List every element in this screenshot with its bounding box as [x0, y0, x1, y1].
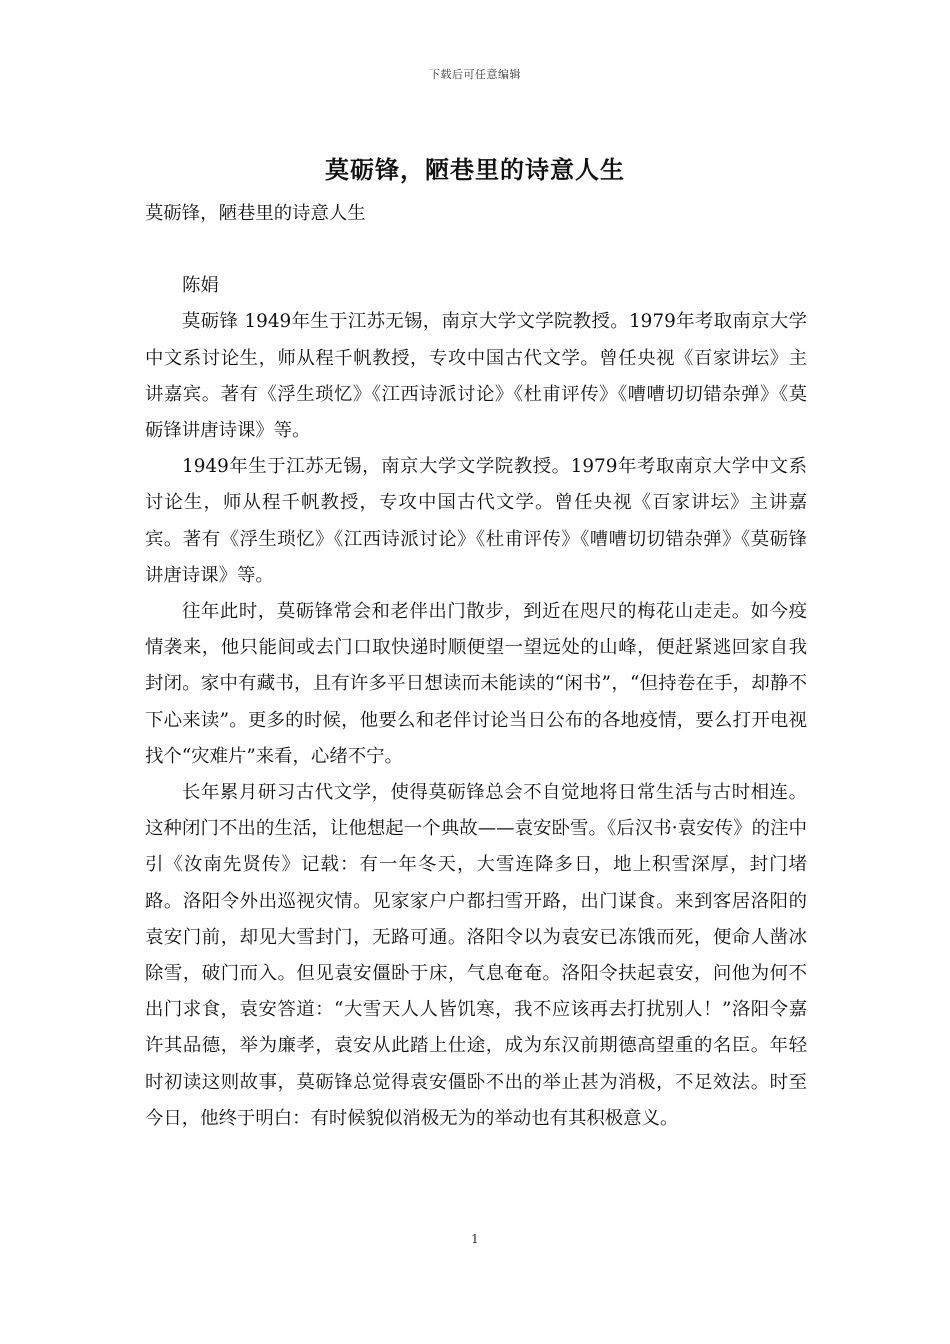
header-note: 下载后可任意编辑 [429, 68, 521, 81]
page-title: 莫砺锋，陋巷里的诗意人生 [325, 155, 625, 184]
blank-line [145, 232, 807, 268]
page-number: 1 [471, 1232, 479, 1246]
paragraph-bio-repeat: 1949年生于江苏无锡，南京大学文学院教授。1979年考取南京大学中文系讨论生，师从程千帆教授，专攻中国古代文学。曾任央视《百家讲坛》主讲嘉宾。著有《浮生琐忆》《江西诗派讨论》《杜甫评传》《嘈嘈切切错杂弹》《莫砺锋讲唐诗课》等。 [145, 456, 807, 586]
paragraph-yuan-an: 长年累月研习古代文学，使得莫砺锋总会不自觉地将日常生活与古时相连。这种闭门不出的生活，让他想起一个典故——袁安卧雪。《后汉书·袁安传》的注中引《汝南先贤传》记载：有一年冬天，大雪连降多日，地上积雪深厚，封门堵路。洛阳令外出巡视灾情。见家家户户都扫雪开路，出门谋食。来到客居洛阳的袁安门前，却见大雪封门，无路可通。洛阳令以为袁安已冻饿而死，便命人凿冰除雪，破门而入。但见袁安僵卧于床，气息奄奄。洛阳令扶起袁安，问他为何不出门求食，袁安答道：“大雪天人人皆饥寒，我不应该再去打扰别人！”洛阳令嘉许其品德，举为廉孝，袁安从此踏上仕途，成为东汉前期德高望重的名臣。年轻时初读这则故事，莫砺锋总觉得袁安僵卧不出的举止甚为消极，不足效法。时至今日，他终于明白：有时候貌似消极无为的举动也有其积极意义。 [145, 782, 807, 1129]
article-body [145, 196, 807, 1137]
paragraph-walks: 往年此时，莫砺锋常会和老伴出门散步，到近在咫尺的梅花山走走。如今疫情袭来，他只能间或去门口取快递时顺便望一望远处的山峰，便赶紧逃回家自我封闭。家中有藏书，且有许多平日想读而未能读的“闲书”，“但持卷在手，却静不下心来读”。更多的时候，他要么和老伴讨论当日公布的各地疫情，要么打开电视找个“灾难片”来看，心绪不宁。 [145, 601, 807, 767]
subtitle: 莫砺锋，陋巷里的诗意人生 [145, 203, 366, 224]
paragraph-bio: 莫砺锋 1949年生于江苏无锡，南京大学文学院教授。1979年考取南京大学中文系讨论生，师从程千帆教授，专攻中国古代文学。曾任央视《百家讲坛》主讲嘉宾。著有《浮生琐忆》《江西诗派讨论》《杜甫评传》《嘈嘈切切错杂弹》《莫砺锋讲唐诗课》等。 [145, 311, 807, 442]
author: 陈娟 [182, 275, 219, 297]
